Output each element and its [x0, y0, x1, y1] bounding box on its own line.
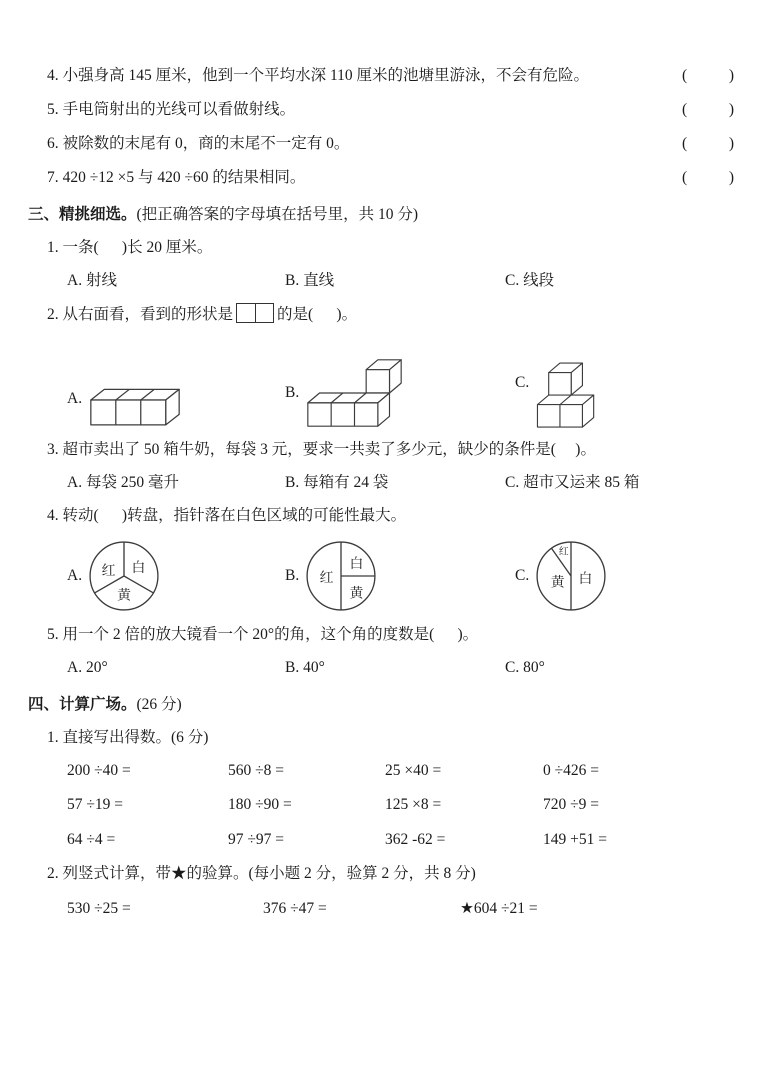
- question-1: 1. 一条( )长 20 厘米。: [47, 238, 213, 256]
- calc-expression: 149 +51 =: [543, 830, 607, 848]
- calc-expression: 560 ÷8 =: [228, 761, 284, 779]
- spinner-sector-label: 白: [131, 561, 146, 577]
- section-4-sub2: 2. 列竖式计算，带★的验算。(每小题 2 分，验算 2 分，共 8 分): [47, 865, 476, 883]
- calc-expression: 720 ÷9 =: [543, 796, 599, 814]
- judge-item-text: 小强身高 145 厘米，他到一个平均水深 110 厘米的池塘里游泳，不会有危险。: [62, 67, 590, 84]
- section-3-subtitle: (把正确答案的字母填在括号里，共 10 分): [136, 205, 419, 223]
- spinner-half-sliver-icon: [534, 539, 608, 613]
- cube-figure-c: [505, 338, 734, 428]
- option-a: A. 每袋 250 毫升: [67, 474, 179, 492]
- question-5-options: [28, 658, 734, 679]
- judge-item-7: [28, 168, 734, 189]
- section-4-sub1: 1. 直接写出得数。(6 分): [47, 728, 209, 746]
- vertical-calc-row: [28, 899, 734, 920]
- spinner-sector-label: 黄: [550, 575, 565, 591]
- spinner-sector-label: 红: [559, 546, 569, 558]
- calc-expression: 25 ×40 =: [385, 761, 442, 779]
- calc-expression: 362 -62 =: [385, 830, 446, 848]
- section-4-header: [28, 695, 734, 716]
- vertical-calc-expression: 376 ÷47 =: [263, 900, 327, 918]
- cubes-row-plus-back-icon: [304, 358, 405, 428]
- calc-row-2: [28, 795, 734, 816]
- figure-label-b: B.: [285, 383, 300, 401]
- option-c: C. 80°: [505, 659, 545, 677]
- spinner-sector-label: 黄: [117, 588, 132, 604]
- answer-brackets: ( ): [682, 134, 734, 152]
- section-4-title: 四、计算广场。: [28, 695, 137, 713]
- two-squares-shape: [236, 303, 274, 323]
- judge-item-text: 手电筒射出的光线可以看做射线。: [62, 100, 296, 118]
- spinner-figure-a: [67, 539, 285, 613]
- calc-row-3: [28, 830, 734, 851]
- calc-expression: 125 ×8 =: [385, 796, 442, 814]
- judge-item-6: [28, 134, 734, 155]
- section-3-title: 三、精挑细选。: [28, 205, 137, 223]
- cubes-l-shape-icon: [534, 338, 598, 428]
- section-4-subtitle: (26 分): [136, 695, 182, 713]
- section-4: [28, 695, 734, 920]
- spinner-sector-label: 红: [319, 571, 334, 587]
- question-1-options: [28, 271, 734, 292]
- cubes-row-of-3-icon: [87, 370, 183, 428]
- option-b: B. 直线: [285, 271, 335, 289]
- question-5: 5. 用一个 2 倍的放大镜看一个 20°的角，这个角的度数是( )。: [47, 626, 479, 644]
- spinner-sector-label: 红: [101, 564, 116, 580]
- calc-expression: 57 ÷19 =: [67, 796, 123, 814]
- cube-figure-a: [67, 370, 285, 428]
- judge-section: [28, 66, 734, 189]
- question-4-figures: [28, 539, 734, 613]
- question-2-suffix: 的是( )。: [277, 306, 358, 324]
- spinner-thirds-icon: [87, 539, 161, 613]
- judge-item-number: 4.: [47, 67, 59, 84]
- spinner-sector-label: 白: [349, 556, 364, 572]
- section-3-header: [28, 205, 734, 226]
- calc-expression: 0 ÷426 =: [543, 761, 599, 779]
- spinner-sector-label: 黄: [349, 586, 364, 602]
- option-a: A. 20°: [67, 659, 108, 677]
- answer-brackets: ( ): [682, 67, 734, 84]
- judge-item-number: 7.: [47, 168, 59, 186]
- spinner-figure-b: [285, 539, 505, 613]
- calc-expression: 97 ÷97 =: [228, 830, 284, 848]
- spinner-figure-c: [505, 539, 734, 613]
- calc-expression: 64 ÷4 =: [67, 830, 116, 848]
- judge-item-text: 被除数的末尾有 0，商的末尾不一定有 0。: [62, 134, 350, 152]
- figure-label-a: A.: [67, 566, 83, 584]
- vertical-calc-expression: 530 ÷25 =: [67, 900, 131, 918]
- figure-label-b: B.: [285, 566, 300, 584]
- figure-label-a: A.: [67, 389, 83, 407]
- question-3-options: [28, 473, 734, 494]
- option-c: C. 超市又运来 85 箱: [505, 474, 640, 492]
- answer-brackets: ( ): [682, 100, 734, 118]
- question-2-prefix: 2. 从右面看，看到的形状是: [47, 306, 234, 324]
- question-2: [28, 303, 734, 326]
- question-2-figures: [28, 338, 734, 428]
- section-3: [28, 205, 734, 679]
- option-b: B. 每箱有 24 袋: [285, 474, 389, 492]
- question-4: 4. 转动( )转盘，指针落在白色区域的可能性最大。: [47, 507, 407, 525]
- spinner-half-quarters-icon: [304, 539, 378, 613]
- judge-item-number: 5.: [47, 100, 59, 118]
- question-3: 3. 超市卖出了 50 箱牛奶，每袋 3 元，要求一共卖了多少元，缺少的条件是( )。: [47, 441, 596, 459]
- calc-expression: 180 ÷90 =: [228, 796, 292, 814]
- spinner-sector-label: 白: [578, 572, 593, 588]
- option-b: B. 40°: [285, 659, 325, 677]
- answer-brackets: ( ): [682, 168, 734, 186]
- judge-item-4: [28, 66, 734, 87]
- option-a: A. 射线: [67, 271, 117, 289]
- calc-row-1: [28, 761, 734, 782]
- option-c: C. 线段: [505, 271, 555, 289]
- judge-item-number: 6.: [47, 134, 59, 152]
- figure-label-c: C.: [515, 373, 530, 391]
- judge-item-text: 420 ÷12 ×5 与 420 ÷60 的结果相同。: [62, 168, 306, 186]
- vertical-calc-expression: ★604 ÷21 =: [460, 900, 538, 918]
- judge-item-5: [28, 100, 734, 121]
- calc-expression: 200 ÷40 =: [67, 761, 131, 779]
- figure-label-c: C.: [515, 566, 530, 584]
- cube-figure-b: [285, 358, 505, 428]
